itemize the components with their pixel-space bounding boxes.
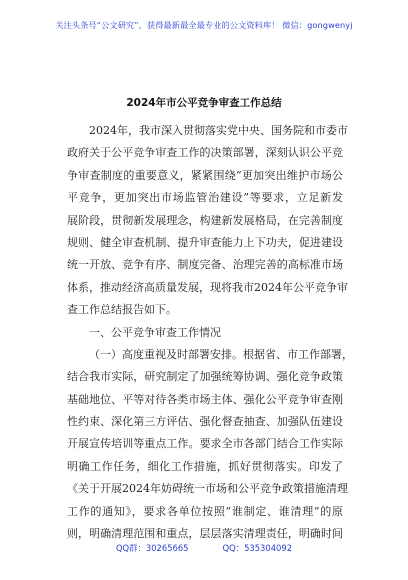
- header-banner: 关注头条号“公文研究”，获得最新最全最专业的公文资料库！ 微信：gongwenyj: [55, 20, 353, 30]
- paragraph-line: 则，明确清理范围和重点，层层落实清理责任，明确时间: [67, 527, 343, 541]
- paragraph-line: 平竞争，更加突出市场监管治建设”等要求，立足新发: [67, 191, 343, 205]
- paragraph-line: 明确工作任务，细化工作措施，抓好贯彻落实。印发了: [67, 459, 343, 473]
- paragraph-line: 查工作总结报告如下。: [67, 303, 177, 317]
- paragraph-line: 《关于开展2024年妨碍统一市场和公平竞争政策措施清理: [67, 482, 348, 496]
- paragraph-line: 展阶段，贯彻新发展理念，构建新发展格局，在完善制度: [67, 213, 343, 227]
- paragraph-line: 基础地位、平等对待各类市场主体、强化公平竞争审查刚: [67, 392, 343, 406]
- paragraph-line: 开展宣传培训等重点工作。要求全市各部门结合工作实际: [67, 437, 343, 451]
- footer-contact: [0, 542, 408, 554]
- qq-group-text: QQ群：30265665: [115, 543, 189, 553]
- section-heading: 一、公平竞争审查工作情况: [89, 325, 221, 339]
- paragraph-line: 性约束、深化第三方评估、强化督查抽查、加强队伍建设: [67, 415, 343, 429]
- paragraph-line: 工作的通知》，要求各单位按照“谁制定、谁清理”的原: [67, 504, 343, 518]
- paragraph-line: 争审查制度的重要意义，紧紧围绕“更加突出维护市场公: [67, 168, 343, 182]
- paragraph-line: 统一开放、竞争有序、制度完备、治理完善的高标准市场: [67, 258, 343, 272]
- paragraph-line: 规则、健全审查机制、提升审查能力上下功夫，促进建设: [67, 235, 343, 249]
- document-body: [67, 120, 353, 545]
- qq-contact-text: QQ：535304092: [222, 543, 293, 553]
- document-title: 2024年市公平竞争审查工作总结: [126, 97, 282, 109]
- paragraph-line: （一）高度重视及时部署安排。根据省、市工作部署，: [89, 347, 353, 361]
- paragraph-line: 政府关于公平竞争审查工作的决策部署，深刻认识公平竞: [67, 146, 343, 160]
- paragraph-line: 2024年，我市深入贯彻落实党中央、国务院和市委市: [89, 124, 348, 137]
- paragraph-line: 体系，推动经济高质量发展，现将我市2024年公平竞争审: [67, 280, 348, 294]
- paragraph-line: 结合我市实际，研究制定了加强统筹协调、强化竞争政策: [67, 370, 343, 384]
